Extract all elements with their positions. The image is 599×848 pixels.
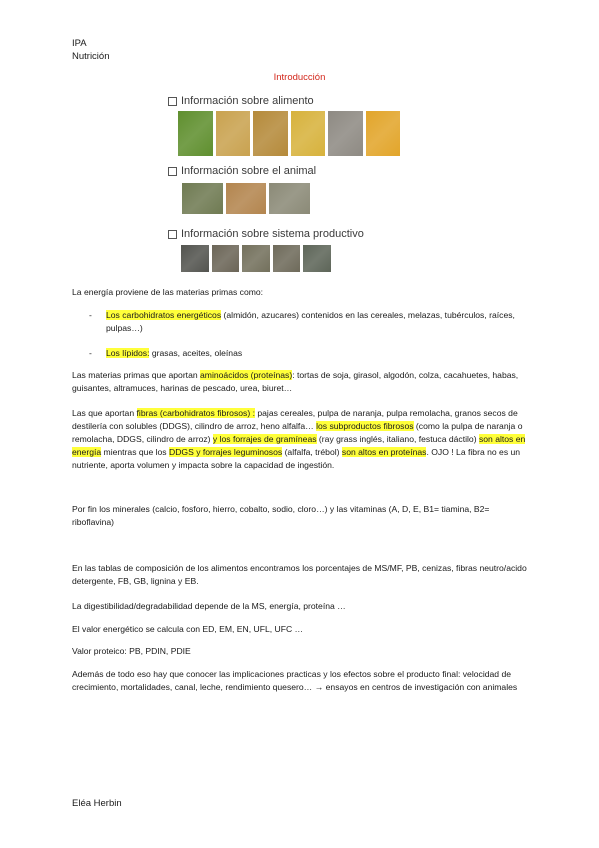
photo-thumbnail <box>269 183 310 214</box>
document-page: IPA Nutrición Introducción Información sobre alimento Información sobre el animal Información sobre sistema productivo La energía proviene de las materias primas como: - Los carbohidratos energéticos (almidón, azucares) contenidos en las cereales, melazas, tubérculos, raíces, pulpas…) - Los lípidos: grasas, aceites, oleínas Las materias primas que aportan aminoácidos (proteínas): tortas de soja, girasol, algodón, colza, cacahuetes, habas, guisantes, altramuces, harinas de pescado, urea, biuret… Las que aportan fibras (carbohidratos fibrosos) : pajas cereales, pulpa de naranja, pulpa remolacha, granos secos de destilería con solubles (DDGS), cilindro de arroz, heno alfalfa… los subproductos fibrosos (como la pulpa de naranja o remolacha, DDGS, cilindro de arroz) y los forrajes de gramíneas (ray grass inglés, italiano, festuca dáctilo) son altos en energía mientras que los DDGS y forrajes leguminosos (alfalfa, trébol) son altos en proteínas. OJO ! La fibra no es un nutriente, aporta volumen y impacta sobre la capacidad de ingestión. Por fin los minerales (calcio, fosforo, hierro, cobalto, sodio, cloro…) y las vitaminas (A, D, E, B1= tiamina, B2= riboflavina) En las tablas de composición de los alimentos encontramos los porcentajes de MS/MF, PB, cenizas, fibras neutro/acido detergente, FB, GB, lignina y EB. La digestibilidad/degradabilidad depende de la MS, energía, proteína … El valor energético se calcula con ED, EM, EN, UFL, UFC … Valor proteico: PB, PDIN, PDIE Además de todo eso hay que conocer las implicaciones practicas y los efectos sobre el producto final: velocidad de crecimiento, mortalidades, canal, leche, rendimiento quesero… → ensayos en centros de investigación con animales Eléa Herbin <box>0 0 599 848</box>
intro-paragraph: La energía proviene de las materias primas como: <box>72 287 264 297</box>
photo-thumbnail <box>178 111 213 156</box>
system-photo-strip <box>181 245 331 272</box>
header-line-1: IPA <box>72 38 87 49</box>
photo-thumbnail <box>242 245 270 272</box>
paragraph-composition: En las tablas de composición de los alimentos encontramos los porcentajes de MS/MF, PB, cenizas, fibras neutro/acido detergente, FB, GB, lignina y EB. <box>72 563 527 587</box>
figure-label-animal: Información sobre el animal <box>168 165 316 177</box>
checkbox-icon <box>168 97 177 106</box>
photo-thumbnail <box>273 245 301 272</box>
animal-photo-strip <box>182 183 310 214</box>
photo-thumbnail <box>216 111 251 156</box>
figure-label-system: Información sobre sistema productivo <box>168 228 364 240</box>
paragraph-digestibility: La digestibilidad/degradabilidad depende de la MS, energía, proteína … <box>72 601 346 611</box>
paragraph-proteins: Las materias primas que aportan aminoácidos (proteínas): tortas de soja, girasol, algodón, colza, cacahuetes, habas, guisantes, altramuces, harinas de pescado, urea, biuret… <box>72 370 519 394</box>
checkbox-icon <box>168 230 177 239</box>
page-footer: Eléa Herbin <box>72 798 122 809</box>
photo-thumbnail <box>212 245 240 272</box>
page-header <box>72 37 110 63</box>
photo-thumbnail <box>291 111 326 156</box>
photo-thumbnail <box>181 245 209 272</box>
checkbox-icon <box>168 167 177 176</box>
photo-thumbnail <box>328 111 363 156</box>
photo-thumbnail <box>303 245 331 272</box>
photo-thumbnail <box>182 183 223 214</box>
photo-thumbnail <box>366 111 401 156</box>
photo-thumbnail <box>226 183 267 214</box>
header-line-2: Nutrición <box>72 51 110 62</box>
food-photo-strip <box>178 111 400 156</box>
paragraph-fibers: Las que aportan fibras (carbohidratos fibrosos) : pajas cereales, pulpa de naranja, pulpa remolacha, granos secos de destilería con solubles (DDGS), cilindro de arroz, heno alfalfa… los subproductos fibrosos (como la pulpa de naranja o remolacha, DDGS, cilindro de arroz) y los forrajes de gramíneas (ray grass inglés, italiano, festuca dáctilo) son altos en energía mientras que los DDGS y forrajes leguminosos (alfalfa, trébol) son altos en proteínas. OJO ! La fibra no es un nutriente, aporta volumen y impacta sobre la capacidad de ingestión. <box>72 408 526 471</box>
paragraph-implications: Además de todo eso hay que conocer las implicaciones practicas y los efectos sobre el producto final: velocidad de crecimiento, mortalidades, canal, leche, rendimiento quesero… → ensayos en centros de investigación con animales <box>72 669 518 693</box>
paragraph-protein-value: Valor proteico: PB, PDIN, PDIE <box>72 646 191 656</box>
paragraph-energy-value: El valor energético se calcula con ED, EM, EN, UFL, UFC … <box>72 624 304 634</box>
figure-label-food: Información sobre alimento <box>168 95 314 107</box>
paragraph-minerals: Por fin los minerales (calcio, fosforo, hierro, cobalto, sodio, cloro…) y las vitaminas (A, D, E, B1= tiamina, B2= riboflavina) <box>72 504 490 528</box>
photo-thumbnail <box>253 111 288 156</box>
section-title: Introducción <box>273 72 326 83</box>
